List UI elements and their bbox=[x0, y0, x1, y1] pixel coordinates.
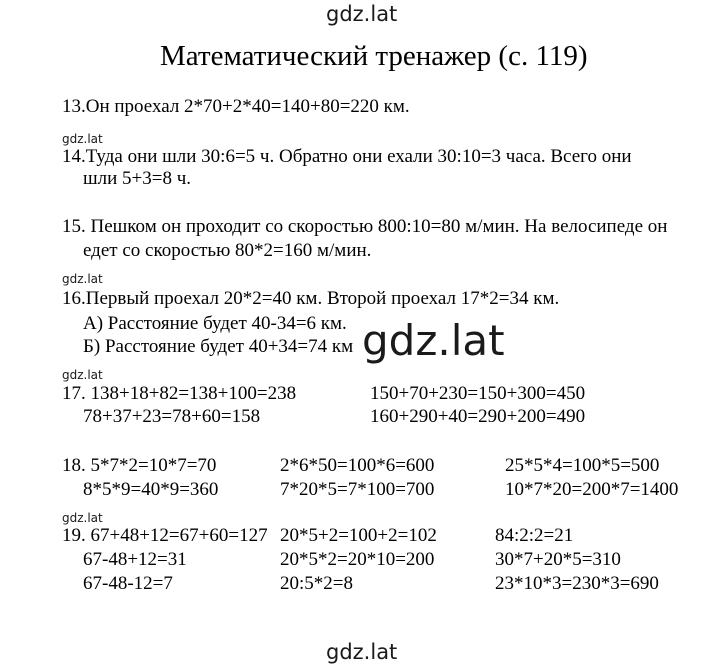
task-14-line-1: 14.Туда они шли 30:6=5 ч. Обратно они ехали 30:10=3 часа. Всего они bbox=[62, 146, 632, 167]
watermark-small-4: gdz.lat bbox=[62, 511, 103, 525]
task-16-line-3: Б) Расстояние будет 40+34=74 км bbox=[83, 336, 354, 357]
page-title: Математический тренажер (с. 119) bbox=[160, 40, 588, 72]
task-19-r2c2: 20*5*2=20*10=200 bbox=[280, 549, 435, 570]
task-14-line-2: шли 5+3=8 ч. bbox=[83, 168, 192, 189]
task-17-r2c2: 160+290+40=290+200=490 bbox=[370, 406, 586, 427]
task-18-r1c1: 18. 5*7*2=10*7=70 bbox=[62, 455, 217, 476]
task-19-r1c1: 19. 67+48+12=67+60=127 bbox=[62, 525, 268, 546]
task-19-r3c3: 23*10*3=230*3=690 bbox=[495, 573, 659, 594]
task-18-r2c1: 8*5*9=40*9=360 bbox=[83, 479, 219, 500]
task-15-line-1: 15. Пешком он проходит со скоростью 800:10=80 м/мин. На велосипеде он bbox=[62, 216, 668, 237]
task-19-r1c3: 84:2:2=21 bbox=[495, 525, 574, 546]
task-13-line-1: 13.Он проехал 2*70+2*40=140+80=220 км. bbox=[62, 96, 410, 117]
watermark-large: gdz.lat bbox=[362, 316, 505, 365]
task-19-r2c3: 30*7+20*5=310 bbox=[495, 549, 621, 570]
task-16-line-1: 16.Первый проехал 20*2=40 км. Второй проехал 17*2=34 км. bbox=[62, 288, 560, 309]
watermark-small-2: gdz.lat bbox=[62, 272, 103, 286]
task-18-r1c2: 2*6*50=100*6=600 bbox=[280, 455, 435, 476]
task-19-r2c1: 67-48+12=31 bbox=[83, 549, 187, 570]
task-17-r1c1: 17. 138+18+82=138+100=238 bbox=[62, 383, 297, 404]
task-18-r2c3: 10*7*20=200*7=1400 bbox=[505, 479, 679, 500]
watermark-bottom: gdz.lat bbox=[326, 640, 398, 664]
watermark-top: gdz.lat bbox=[326, 2, 398, 26]
task-17-r2c1: 78+37+23=78+60=158 bbox=[83, 406, 261, 427]
task-19-r3c2: 20:5*2=8 bbox=[280, 573, 353, 594]
task-18-r2c2: 7*20*5=7*100=700 bbox=[280, 479, 435, 500]
task-18-r1c3: 25*5*4=100*5=500 bbox=[505, 455, 660, 476]
task-19-r1c2: 20*5+2=100+2=102 bbox=[280, 525, 437, 546]
watermark-small-1: gdz.lat bbox=[62, 132, 103, 146]
task-16-line-2: А) Расстояние будет 40-34=6 км. bbox=[83, 313, 347, 334]
task-19-r3c1: 67-48-12=7 bbox=[83, 573, 173, 594]
task-17-r1c2: 150+70+230=150+300=450 bbox=[370, 383, 586, 404]
task-15-line-2: едет со скоростью 80*2=160 м/мин. bbox=[83, 240, 372, 261]
watermark-small-3: gdz.lat bbox=[62, 368, 103, 382]
